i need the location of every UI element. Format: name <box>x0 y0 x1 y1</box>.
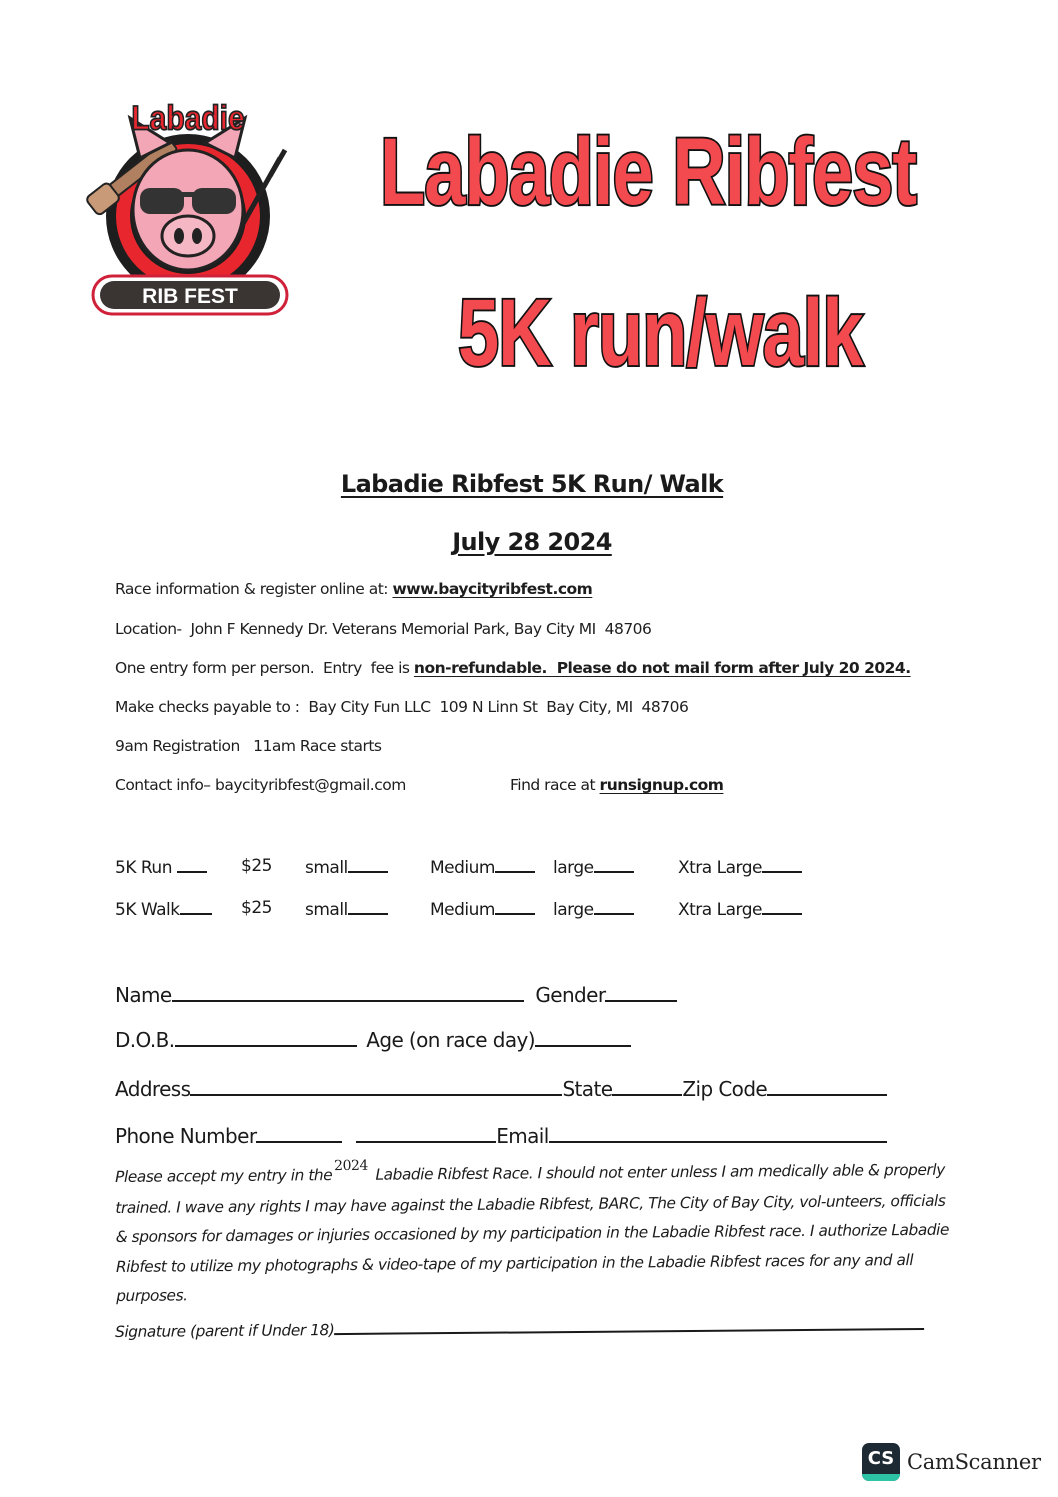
size-small: small <box>305 856 388 878</box>
state-field[interactable] <box>612 1076 682 1096</box>
age-label: Age (on race day) <box>366 1028 535 1052</box>
race-price: $25 <box>241 898 272 918</box>
race-type-label: 5K Walk <box>115 898 212 920</box>
zip-field[interactable] <box>767 1076 887 1096</box>
state-label: State <box>562 1077 613 1101</box>
phone-label: Phone Number <box>115 1124 257 1148</box>
find-race-prefix: Find race at <box>510 776 600 794</box>
size-large: large <box>553 898 634 920</box>
address-row <box>115 1076 887 1101</box>
gender-field[interactable] <box>605 982 677 1002</box>
size-large-blank[interactable] <box>594 898 634 915</box>
info-entry-notice: non-refundable. Please do not mail form after July 20 2024. <box>413 659 911 677</box>
info-website-prefix: Race information & register online at: <box>115 580 393 598</box>
signature-field[interactable] <box>334 1314 924 1335</box>
size-large: large <box>553 856 634 878</box>
info-entry-prefix: One entry form per person. Entry fee is <box>115 659 414 677</box>
address-label: Address <box>115 1077 191 1101</box>
size-medium: Medium <box>430 898 535 920</box>
race-walk-blank[interactable] <box>180 898 212 915</box>
gender-label: Gender <box>535 983 606 1007</box>
info-contact: Contact info– baycityribfest@gmail.com <box>115 776 406 794</box>
info-find-race <box>510 776 723 794</box>
email-field[interactable] <box>549 1123 887 1143</box>
size-medium: Medium <box>430 856 535 878</box>
website-link[interactable]: www.baycityribfest.com <box>392 580 593 598</box>
dob-label: D.O.B. <box>115 1028 175 1052</box>
race-price: $25 <box>241 856 272 876</box>
size-xtra-large: Xtra Large <box>678 856 802 878</box>
size-medium-blank[interactable] <box>495 856 535 873</box>
camscanner-text: CamScanner <box>907 1450 1041 1474</box>
phone-field-part1[interactable] <box>256 1123 342 1143</box>
race-type-label: 5K Run <box>115 856 207 878</box>
size-medium-blank[interactable] <box>495 898 535 915</box>
name-field[interactable] <box>172 982 524 1002</box>
waiver-part-1: Please accept my entry in the <box>115 1166 333 1186</box>
size-xl-blank[interactable] <box>762 856 802 873</box>
info-times: 9am Registration 11am Race starts <box>115 737 382 755</box>
phone-email-row <box>115 1123 887 1148</box>
info-website-line <box>115 580 592 598</box>
waiver-text <box>115 1156 956 1312</box>
race-run-blank[interactable] <box>177 856 207 873</box>
size-small: small <box>305 898 388 920</box>
info-checks: Make checks payable to : Bay City Fun LLC 109 N Linn St Bay City, MI 48706 <box>115 698 689 716</box>
email-label: Email <box>496 1124 549 1148</box>
svg-text:RIB FEST: RIB FEST <box>142 285 238 308</box>
name-label: Name <box>115 983 172 1007</box>
size-small-blank[interactable] <box>348 898 388 915</box>
zip-label: Zip Code <box>682 1077 768 1101</box>
dob-field[interactable] <box>175 1027 357 1047</box>
ribfest-logo <box>85 88 295 323</box>
title-line-2: 5K run/walk <box>458 279 863 386</box>
handwritten-year: 2024 <box>334 1157 369 1175</box>
camscanner-logo-icon: CS <box>862 1443 900 1481</box>
event-date: July 28 2024 <box>452 528 612 556</box>
info-entry-line <box>115 659 911 677</box>
svg-text:Labadie: Labadie <box>131 98 245 137</box>
info-location: Location- John F Kennedy Dr. Veterans Memorial Park, Bay City MI 48706 <box>115 620 652 638</box>
name-gender-row <box>115 982 677 1007</box>
size-large-blank[interactable] <box>594 856 634 873</box>
phone-field-part2[interactable] <box>356 1123 496 1143</box>
waiver-part-2: Labadie Ribfest Race. I should not enter unless I am medically able & properly trained. I wave any rights I may have against the Labadie Ribfest, BARC, The City of Bay City, vol-unteers, officials & sponsors for damages or injuries occasioned by my participation in the Labadie Ribfest race. I authorize Labadie Ribfest to utilize my photographs & video-tape of my participation in the Labadie Ribfest races for any and all purposes. <box>115 1160 950 1305</box>
dob-age-row <box>115 1027 631 1052</box>
event-heading: Labadie Ribfest 5K Run/ Walk <box>340 470 724 498</box>
runsignup-link[interactable]: runsignup.com <box>599 776 724 794</box>
signature-row <box>115 1314 924 1341</box>
address-field[interactable] <box>190 1076 562 1096</box>
signature-label: Signature (parent if Under 18) <box>115 1321 335 1341</box>
pig-logo-icon <box>85 88 295 323</box>
camscanner-watermark <box>862 1443 1041 1481</box>
size-xtra-large: Xtra Large <box>678 898 802 920</box>
size-small-blank[interactable] <box>348 856 388 873</box>
title-line-1: Labadie Ribfest <box>380 118 916 225</box>
size-xl-blank[interactable] <box>762 898 802 915</box>
age-field[interactable] <box>535 1027 631 1047</box>
